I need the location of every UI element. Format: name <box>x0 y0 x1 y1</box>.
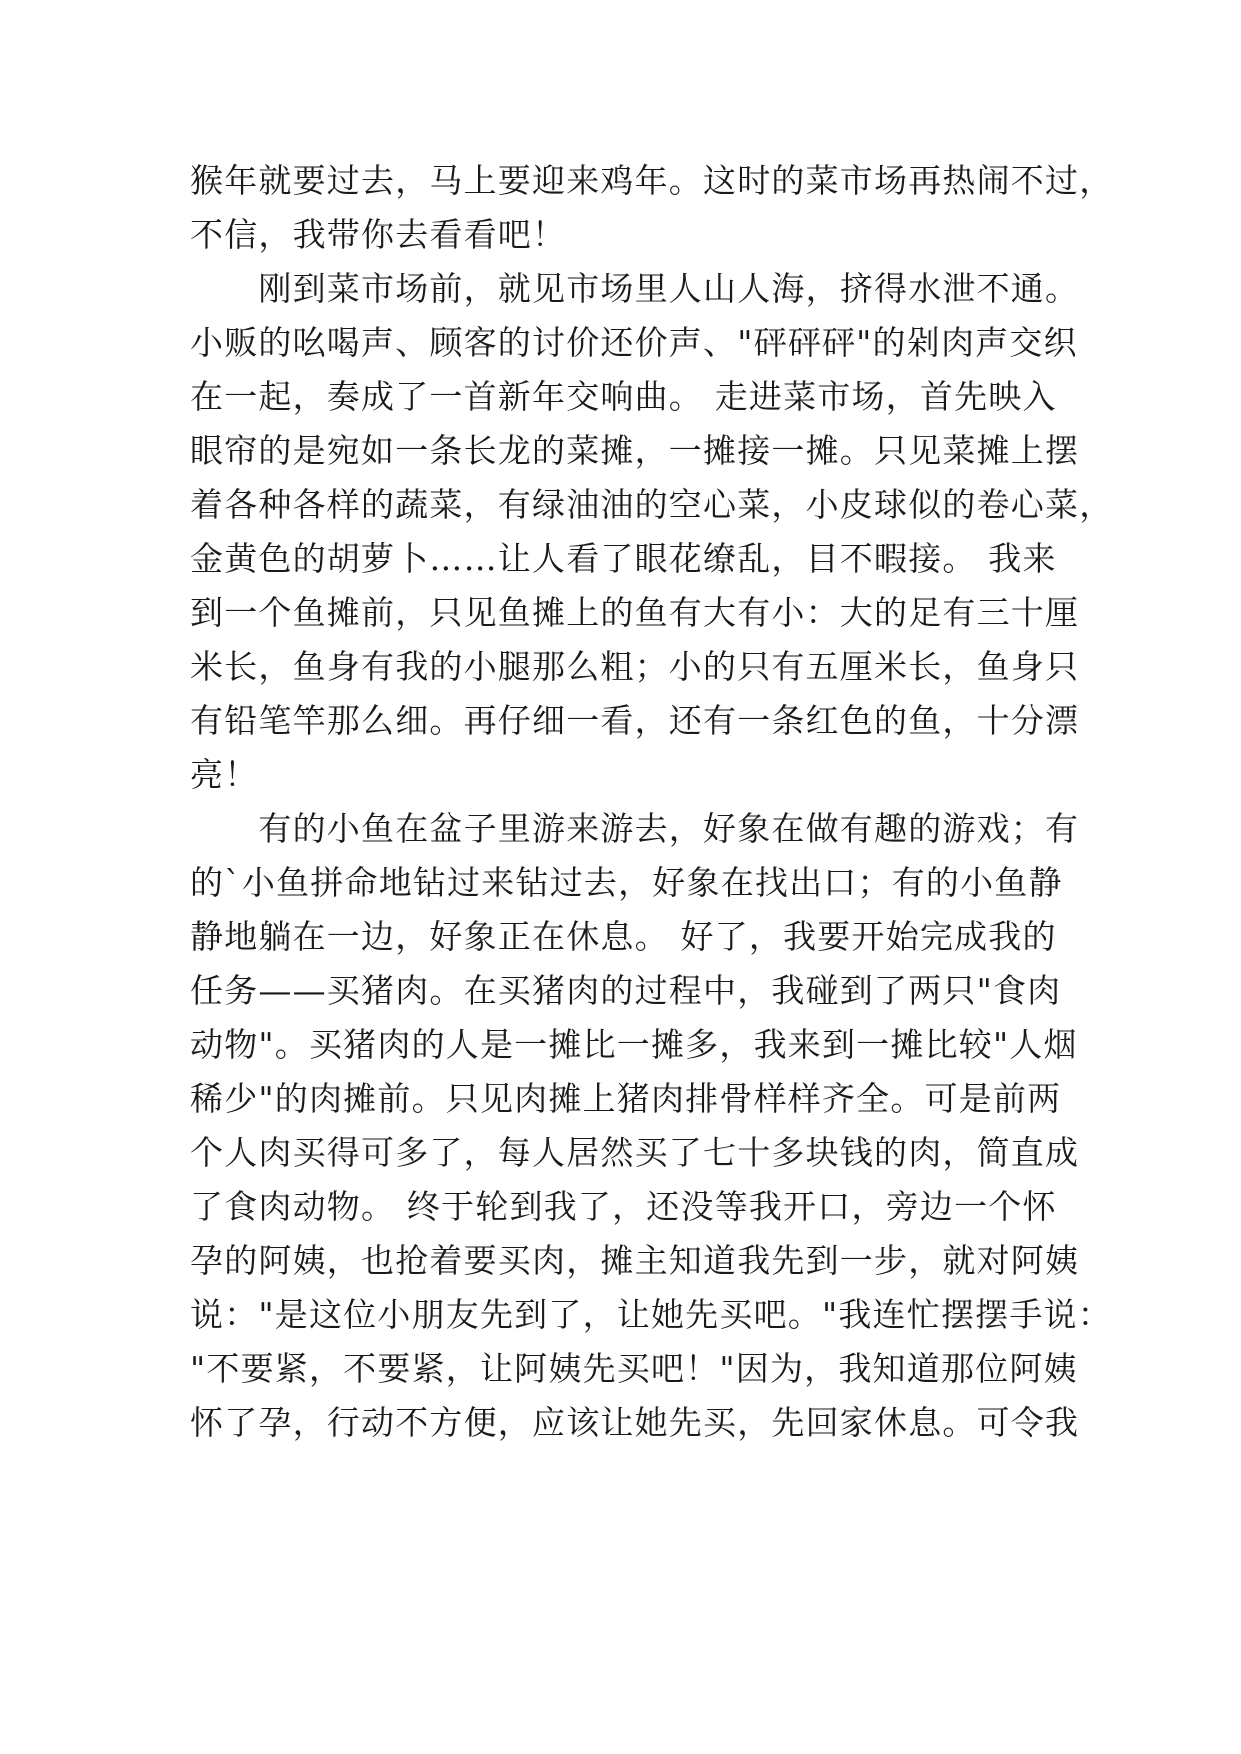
text-line: 稀少"的肉摊前。只见肉摊上猪肉排骨样样齐全。可是前两 <box>190 1079 1062 1118</box>
text-line: 不信，我带你去看看吧！ <box>190 215 567 254</box>
text-line: 了食肉动物。 终于轮到我了，还没等我开口，旁边一个怀 <box>190 1187 1057 1226</box>
text-line: 孕的阿姨，也抢着要买肉，摊主知道我先到一步，就对阿姨 <box>190 1241 1080 1280</box>
text-line: 个人肉买得可多了，每人居然买了七十多块钱的肉，简直成 <box>190 1133 1080 1172</box>
text-line: 眼帘的是宛如一条长龙的菜摊，一摊接一摊。只见菜摊上摆 <box>190 431 1080 470</box>
text-line: 有的小鱼在盆子里游来游去，好象在做有趣的游戏；有 <box>190 809 1080 848</box>
text-line: 在一起，奏成了一首新年交响曲。 走进菜市场，首先映入 <box>190 377 1057 416</box>
text-line: 刚到菜市场前，就见市场里人山人海，挤得水泄不通。 <box>190 269 1080 308</box>
text-line: 的`小鱼拼命地钻过来钻过去，好象在找出口；有的小鱼静 <box>190 863 1063 902</box>
text-line: 到一个鱼摊前，只见鱼摊上的鱼有大有小：大的足有三十厘 <box>190 593 1080 632</box>
text-line: 说："是这位小朋友先到了，让她先买吧。"我连忙摆摆手说： <box>190 1295 1112 1334</box>
text-line: 小贩的吆喝声、顾客的讨价还价声、"砰砰砰"的剁肉声交织 <box>190 323 1078 362</box>
text-line: 猴年就要过去，马上要迎来鸡年。这时的菜市场再热闹不过， <box>190 161 1114 200</box>
text-line: 动物"。买猪肉的人是一摊比一摊多，我来到一摊比较"人烟 <box>190 1025 1078 1064</box>
essay-text <box>190 154 1114 1450</box>
text-line: 着各种各样的蔬菜，有绿油油的空心菜，小皮球似的卷心菜， <box>190 485 1114 524</box>
text-line: 金黄色的胡萝卜……让人看了眼花缭乱，目不暇接。 我来 <box>190 539 1057 578</box>
text-line: 米长，鱼身有我的小腿那么粗；小的只有五厘米长，鱼身只 <box>190 647 1080 686</box>
text-line: 静地躺在一边，好象正在休息。 好了，我要开始完成我的 <box>190 917 1057 956</box>
text-line: 任务——买猪肉。在买猪肉的过程中，我碰到了两只"食肉 <box>190 971 1062 1010</box>
text-line: 亮！ <box>190 755 259 794</box>
text-line: 有铅笔竿那么细。再仔细一看，还有一条红色的鱼，十分漂 <box>190 701 1080 740</box>
text-line: 怀了孕，行动不方便，应该让她先买，先回家休息。可令我 <box>190 1403 1080 1442</box>
text-line: "不要紧，不要紧，让阿姨先买吧！"因为，我知道那位阿姨 <box>190 1349 1078 1388</box>
